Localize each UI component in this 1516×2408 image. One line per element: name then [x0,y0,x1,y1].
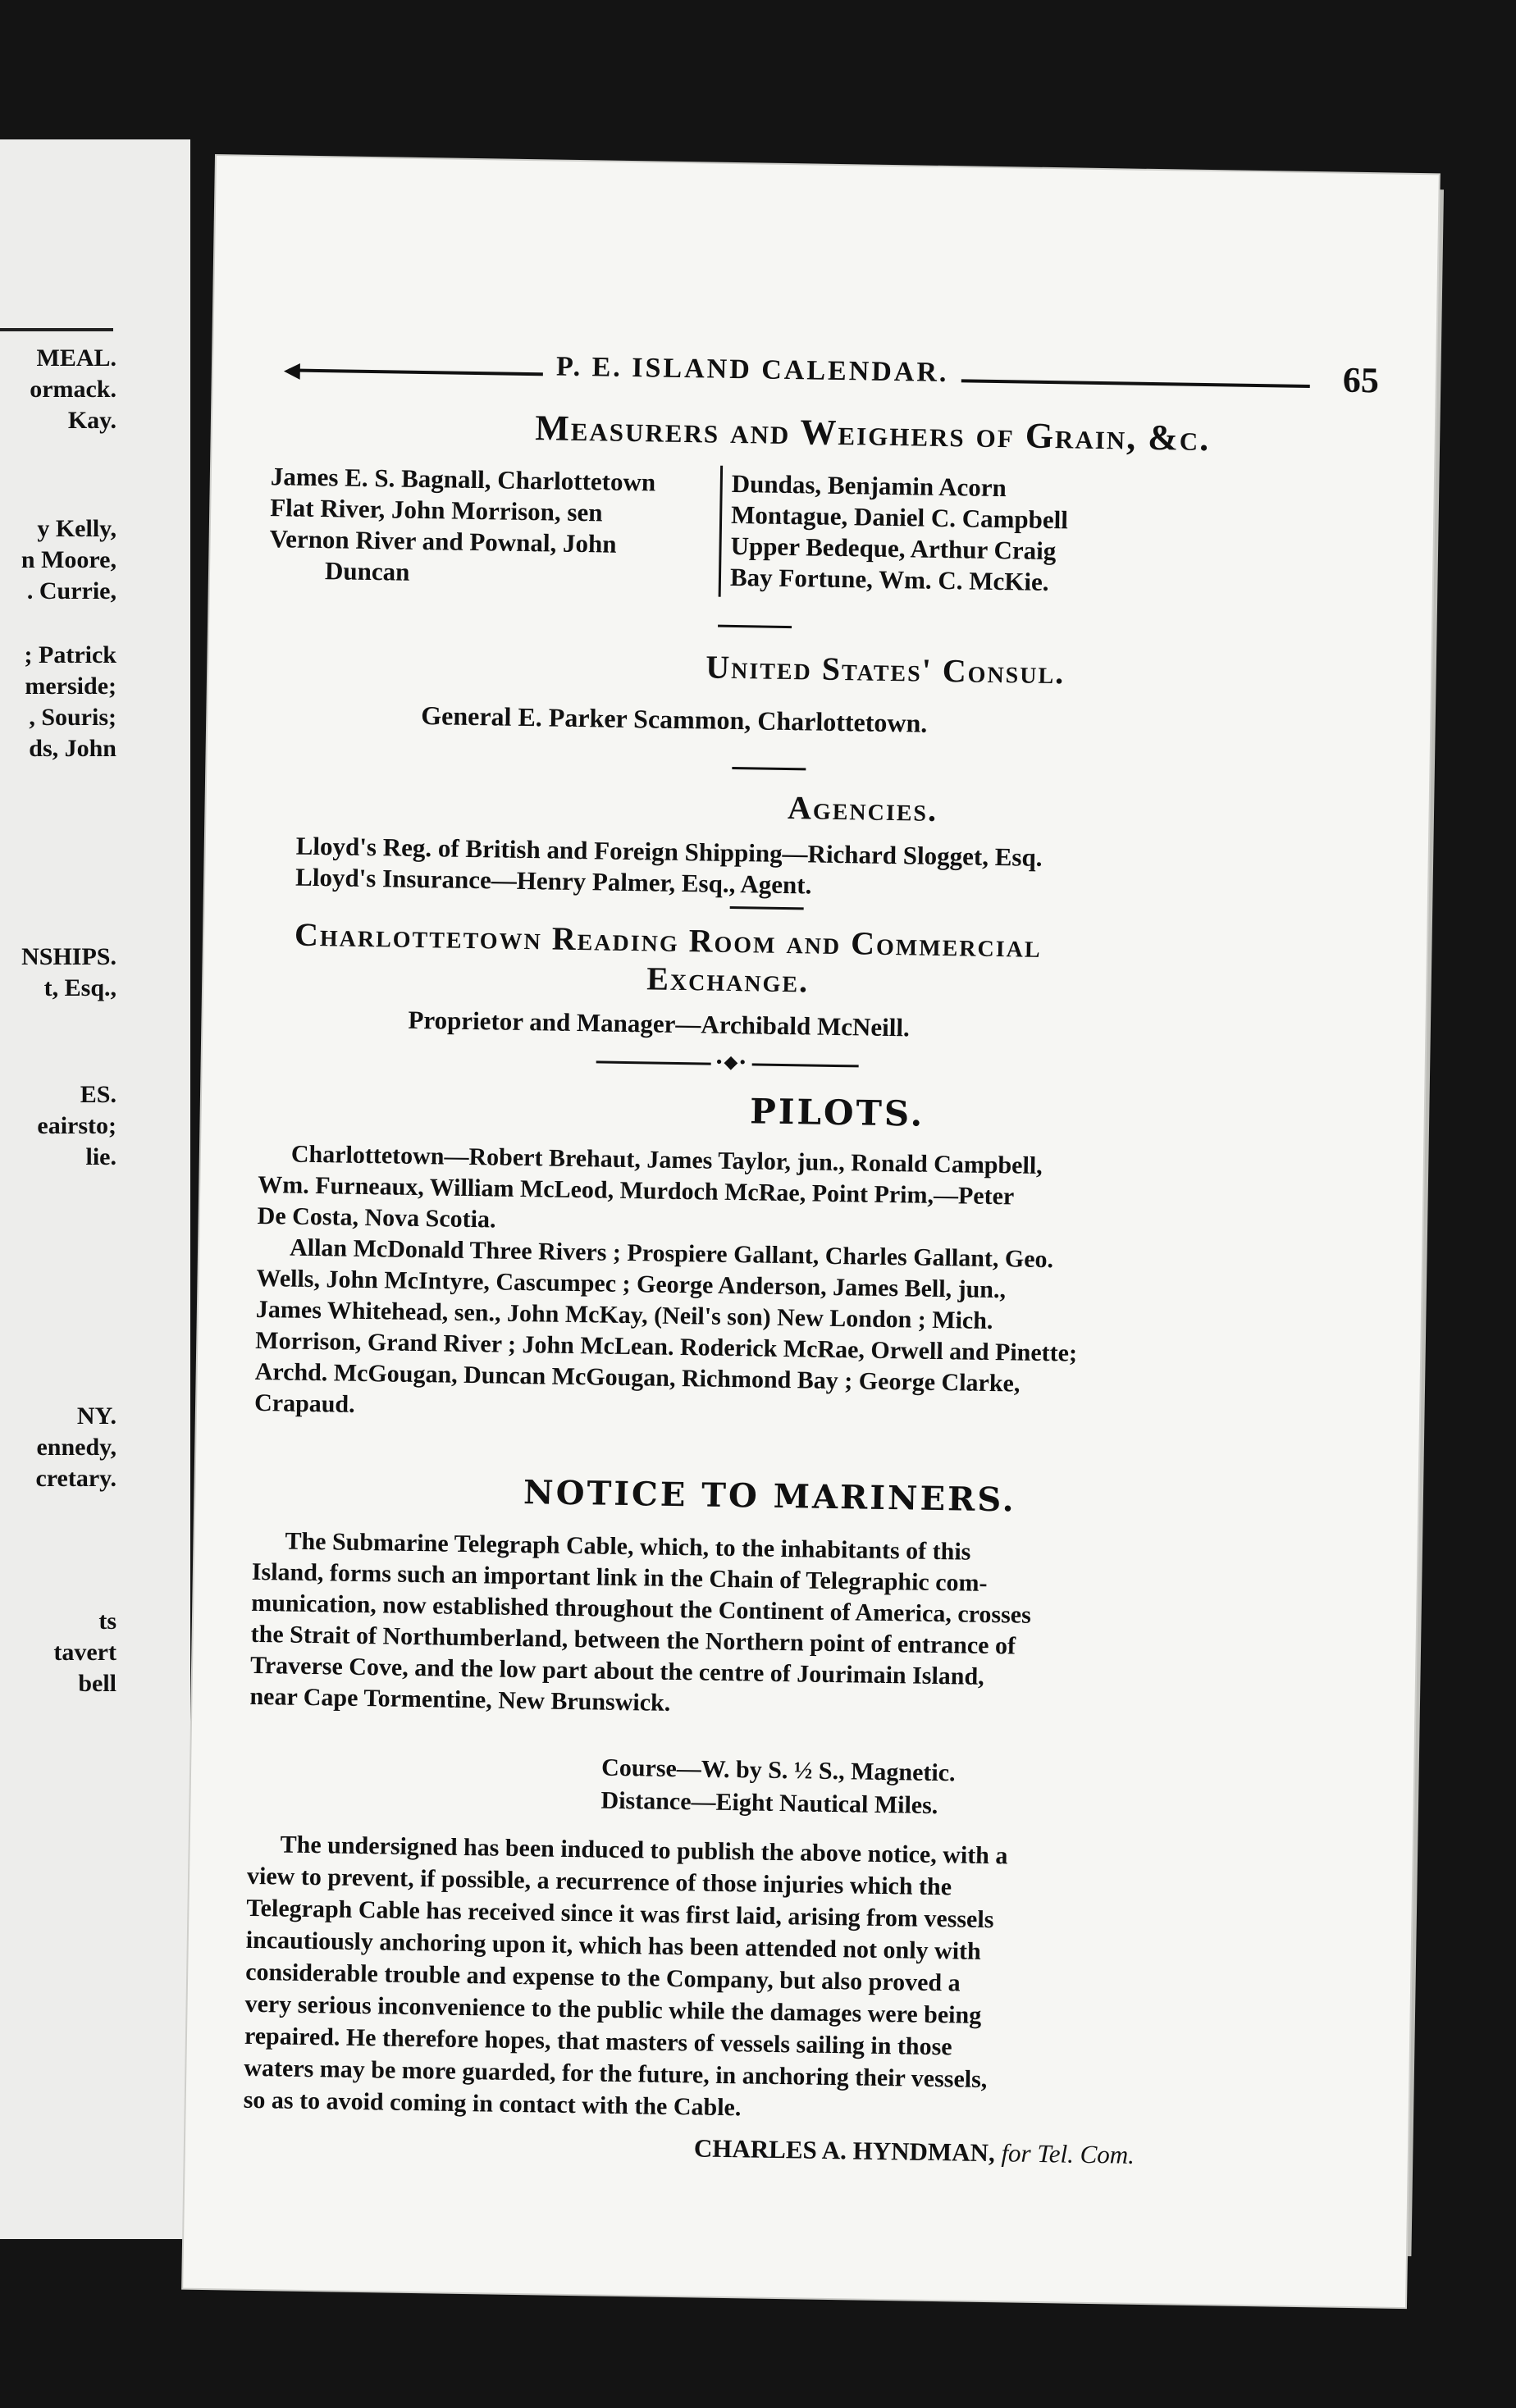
measurers-right-entry: Montague, Daniel C. Campbell [730,499,1069,535]
pilot-entry: James Whitehead, sen., John McKay, (Neil's son) New London ; Mich. [255,1295,993,1335]
notice-title: NOTICE TO MARINERS. [523,1473,1017,1520]
previous-page-text-fragment: ennedy, [36,1434,116,1461]
header-rule-arrow: ◀ [283,358,301,382]
notice-section [195,1468,1418,1526]
notice-p2-line: so as to avoid coming in contact with the Cable. [243,2086,742,2122]
notice-p2-line: considerable trouble and expense to the Company, but also proved a [244,1958,961,1997]
previous-page-text-fragment: Kay. [67,407,116,434]
section-rule [730,906,804,910]
running-header [283,347,1388,413]
measurers-right-entry: Dundas, Benjamin Acorn [731,468,1007,503]
previous-page-text-fragment: merside; [25,673,116,700]
notice-p2-line: view to prevent, if possible, a recurrence of those injuries which the [246,1862,952,1901]
signature-role: for Tel. Com. [1001,2138,1135,2169]
notice-p1-line: munication, now established throughout the Continent of America, crosses [251,1589,1032,1629]
notice-p2-line: repaired. He therefore hopes, that masters of vessels sailing in those [244,2022,952,2061]
consul-name: General E. Parker Scammon, Charlottetown. [421,700,928,738]
reading-room-proprietor: Proprietor and Manager—Archibald McNeill. [408,1005,911,1042]
notice-p2-line: very serious inconvenience to the public while the damages were being [244,1990,982,2029]
pilot-entry: Morrison, Grand River ; John McLean. Roderick McRae, Orwell and Pinette; [255,1326,1078,1367]
previous-page-text-fragment: NY. [76,1402,116,1430]
notice-p2-line: waters may be more guarded, for the future, in anchoring their vessels, [244,2054,988,2094]
previous-page-text-fragment: NSHIPS. [21,943,116,970]
previous-page-text-fragment: t, Esq., [43,974,116,1001]
agencies-section [206,779,1429,837]
pilots-title: PILOTS. [749,1091,925,1134]
agency-entry: Lloyd's Insurance—Henry Palmer, Esq., Agent. [295,862,812,900]
previous-page-text-fragment: n Moore, [21,546,116,573]
previous-page-text-fragment: ES. [80,1081,116,1108]
page-number: 65 [1342,359,1380,401]
measurers-column-divider [719,466,724,597]
section-rule [732,767,806,770]
previous-page-text-fragment: . Currie, [26,577,116,604]
pilot-entry: Wm. Furneaux, William McLeod, Murdoch McRae, Point Prim,—Peter [258,1170,1015,1211]
measurers-right-entry: Bay Fortune, Wm. C. McKie. [729,562,1049,596]
pilot-entry: Archd. McGougan, Duncan McGougan, Richmond Bay ; George Clarke, [254,1357,1021,1398]
previous-page-text-fragment: y Kelly, [37,515,116,542]
notice-p2-line: The undersigned has been induced to publish the above notice, with a [280,1831,1008,1870]
pilot-entry: Allan McDonald Three Rivers ; Prospiere Gallant, Charles Gallant, Geo. [289,1234,1054,1274]
section-rule [718,625,792,628]
measurers-left-entry: Duncan [324,556,410,586]
notice-distance: Distance—Eight Nautical Miles. [600,1786,938,1820]
signature-name: CHARLES A. HYNDMAN, [693,2133,996,2168]
previous-page-rule [0,328,113,331]
previous-page-text-fragment: , Souris; [29,704,116,731]
running-title: P. E. ISLAND CALENDAR. [543,351,962,389]
previous-page-text-fragment: eairsto; [37,1112,116,1139]
measurers-left-entry: Flat River, John Morrison, sen [270,493,603,527]
measurers-left-entry: James E. S. Bagnall, Charlottetown [270,462,656,497]
reading-room-title-line2: Exchange. [646,960,810,1000]
notice-p1-line: near Cape Tormentine, New Brunswick. [249,1682,671,1717]
consul-section [208,640,1432,697]
previous-page-fragment [0,139,190,2239]
previous-page-text-fragment: MEAL. [36,344,116,372]
measurers-right-entry: Upper Bedeque, Arthur Craig [730,531,1057,566]
previous-page-text-fragment: tavert [53,1639,116,1666]
notice-p1-line: The Submarine Telegraph Cable, which, to the inhabitants of this [285,1527,971,1566]
previous-page-text-fragment: bell [78,1670,116,1697]
measurers-title: Measurers and Weighers of Grain, &c. [534,408,1211,459]
pilot-entry: Crapaud. [253,1389,355,1418]
previous-page-text-fragment: lie. [85,1143,116,1170]
notice-p1-line: Island, forms such an important link in the Chain of Telegraphic com- [251,1557,988,1597]
signature [694,2133,1135,2169]
pilot-entry: De Costa, Nova Scotia. [257,1202,496,1234]
agencies-title: Agencies. [787,789,938,828]
measurers-left-entry: Vernon River and Pownal, John [269,524,617,559]
previous-page-text-fragment: ; Patrick [24,641,116,668]
notice-p2-line: Telegraph Cable has received since it was first laid, arising from vessels [246,1894,994,1934]
reading-room-title-line1: Charlottetown Reading Room and Commercial [294,915,1042,965]
consul-title: United States' Consul. [705,648,1066,691]
agency-entry: Lloyd's Reg. of British and Foreign Shipping—Richard Slogget, Esq. [295,831,1043,872]
notice-p2-line: incautiously anchoring upon it, which has been attended not only with [245,1926,981,1965]
calendar-page-65 [183,156,1439,2307]
pilot-entry: Charlottetown—Robert Brehaut, James Taylor, jun., Ronald Campbell, [290,1140,1043,1179]
previous-page-text-fragment: cretary. [35,1465,116,1492]
ornament-dots: •◆• [711,1051,753,1074]
previous-page-text-fragment: ts [98,1608,116,1635]
notice-course: Course—W. by S. ½ S., Magnetic. [600,1754,956,1787]
pilot-entry: Wells, John McIntyre, Cascumpec ; George Anderson, James Bell, jun., [256,1264,1007,1304]
previous-page-text-fragment: ormack. [30,376,116,403]
previous-page-text-fragment: ds, John [29,735,116,762]
notice-p1-line: the Strait of Northumberland, between the Northern point of entrance of [250,1620,1016,1660]
notice-p1-line: Traverse Cove, and the low part about the centre of Jourimain Island, [249,1651,984,1690]
pilots-section [201,1083,1424,1142]
